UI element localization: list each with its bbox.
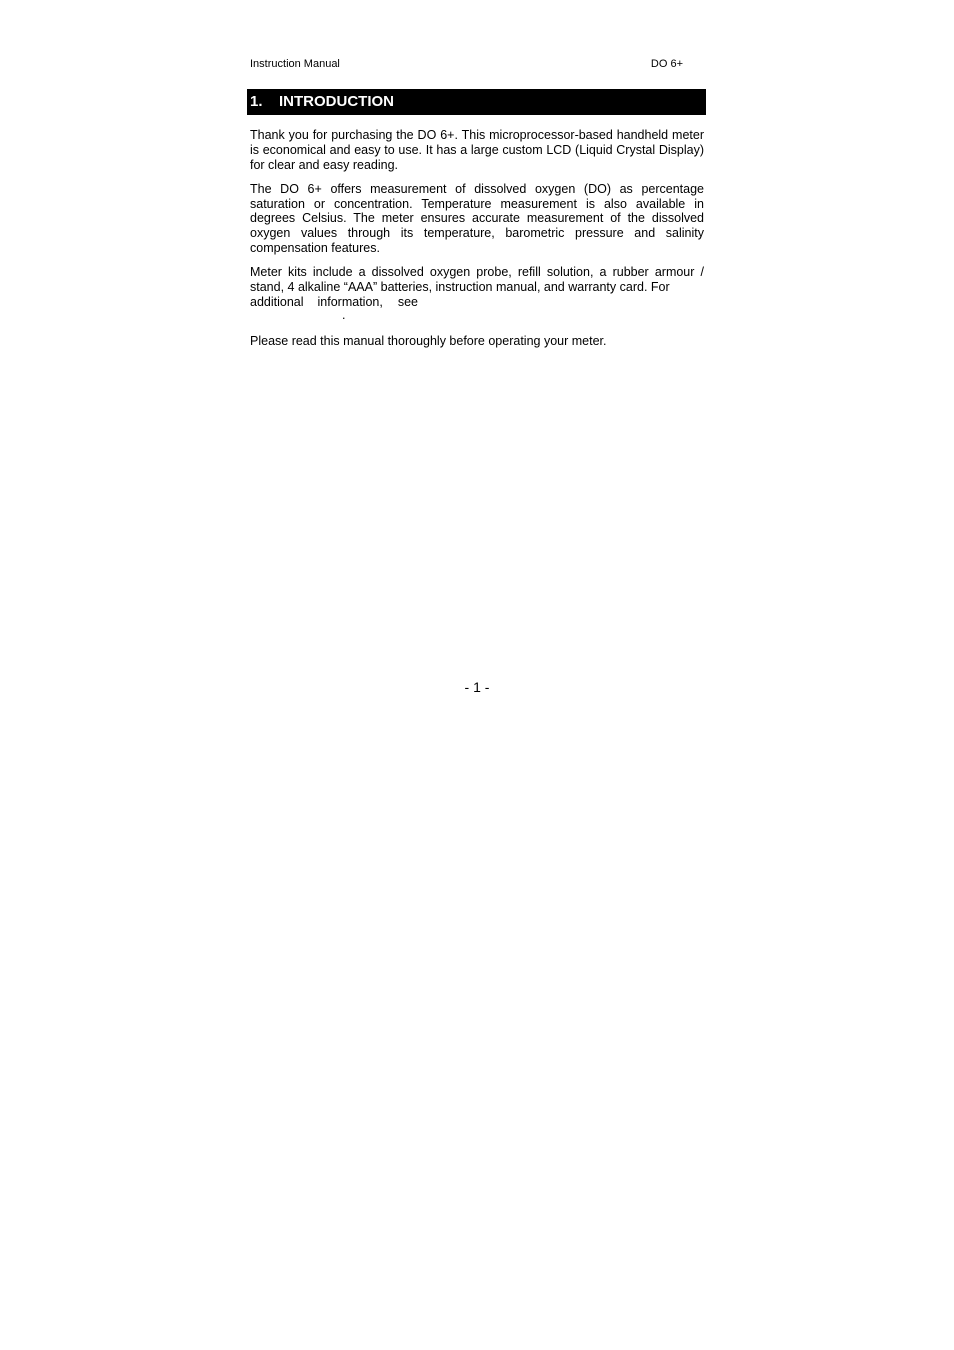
header-manual-title: Instruction Manual — [250, 58, 340, 70]
kit-word-see: see — [397, 294, 418, 309]
kit-contents-text: Meter kits include a dissolved oxygen probe, refill solution, a rubber armour / stand, 4 alkaline “AAA” batteries, instruction manual, and warranty card. For — [250, 265, 704, 295]
intro-paragraph-kit-contents — [250, 265, 704, 309]
kit-word-information: information, — [317, 294, 383, 309]
page-number: - 1 - — [464, 679, 490, 695]
intro-paragraph-features: The DO 6+ offers measurement of dissolved oxygen (DO) as percentage saturation or concentration. Temperature measurement is also available in degrees Celsius. The meter ensures accurate measurement of the dissolved oxygen values through its temperature, barometric pressure and salinity compensation features. — [250, 181, 704, 256]
section-heading — [247, 89, 706, 115]
kit-see-line — [250, 295, 704, 310]
body-text — [250, 128, 704, 358]
section-title: INTRODUCTION — [279, 93, 394, 110]
kit-word-additional: additional — [250, 294, 304, 309]
intro-paragraph-thanks: Thank you for purchasing the DO 6+. This microprocessor-based handheld meter is economical and easy to use. It has a large custom LCD (Liquid Crystal Display) for clear and easy reading. — [250, 128, 704, 172]
reference-period: . — [342, 307, 346, 322]
header-model-name: DO 6+ — [650, 58, 683, 70]
intro-paragraph-read-manual: Please read this manual thoroughly before operating your meter. — [250, 333, 607, 348]
section-number: 1. — [250, 93, 263, 110]
